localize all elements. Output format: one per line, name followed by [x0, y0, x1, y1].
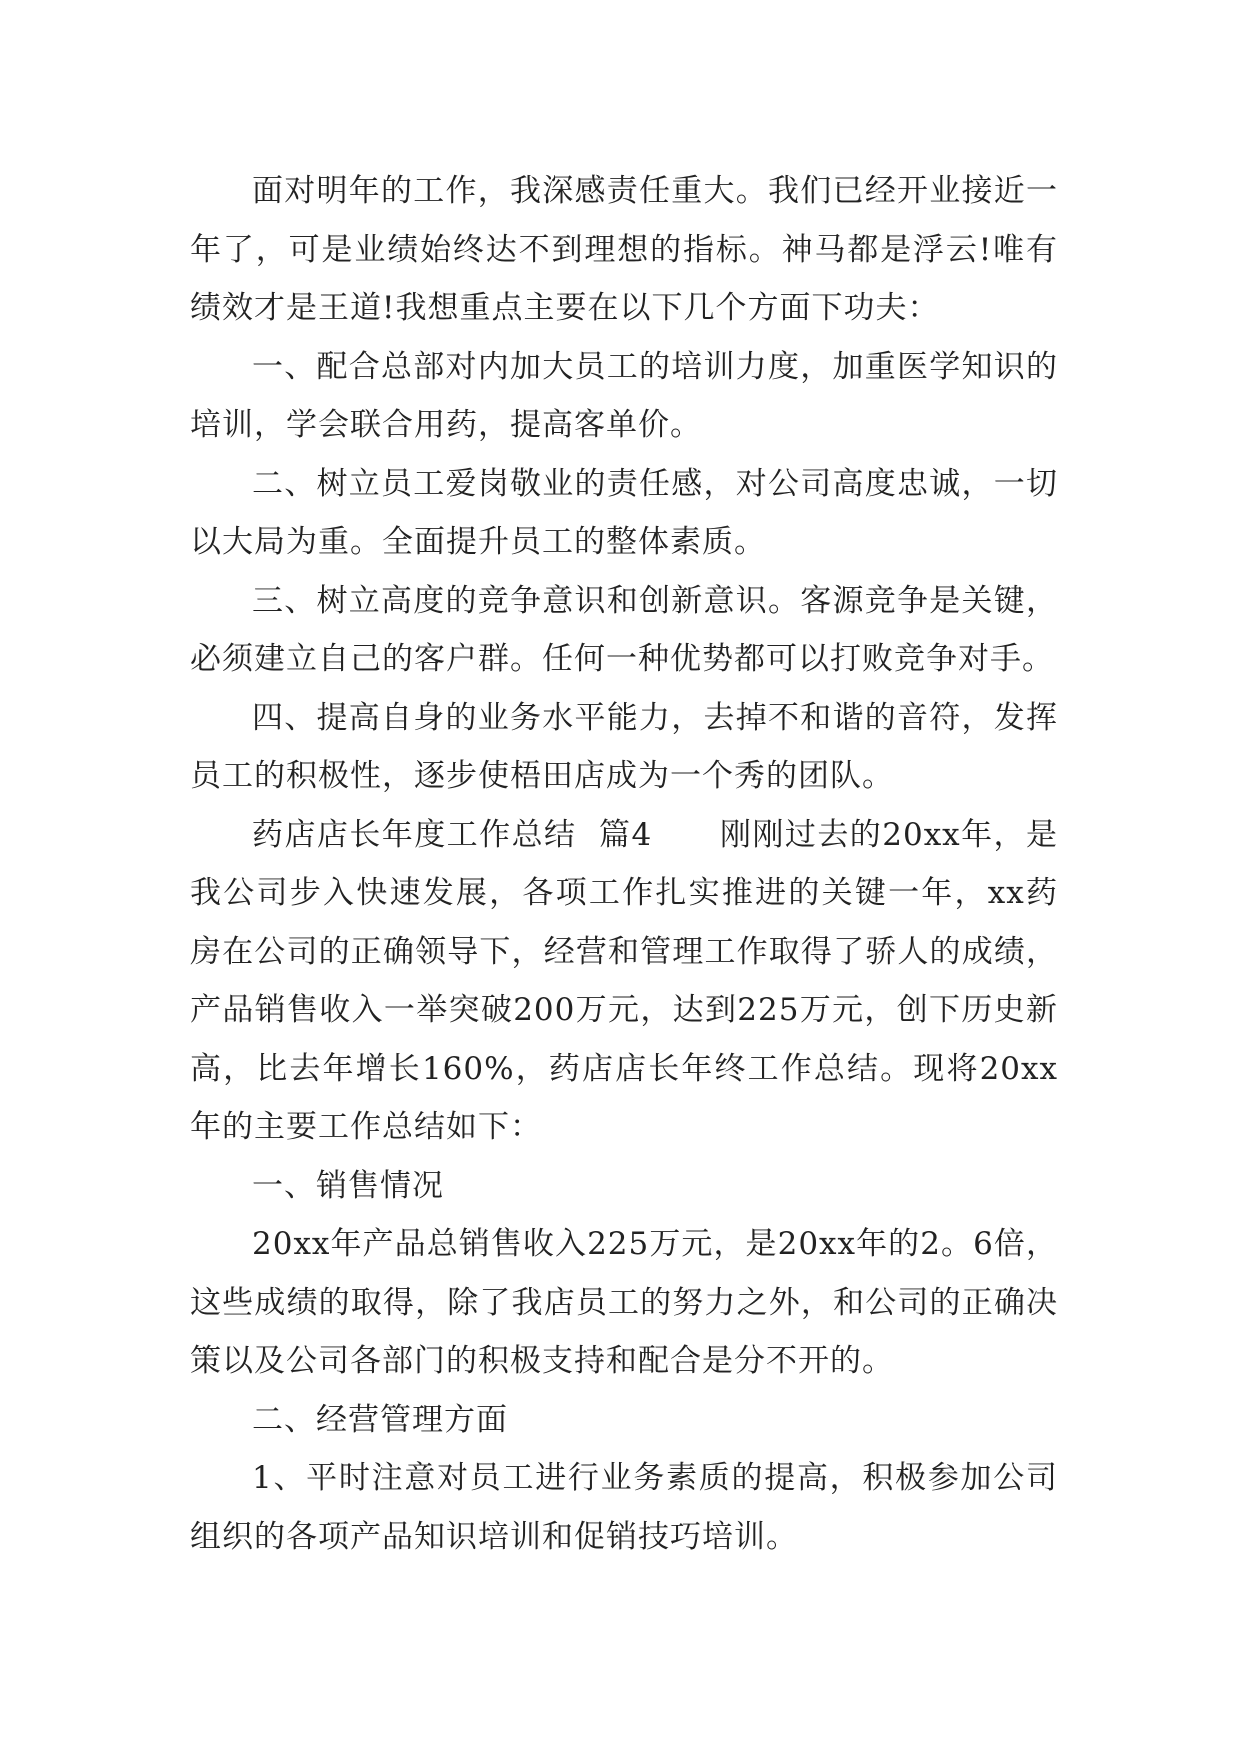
paragraph-management-item-1: 1、平时注意对员工进行业务素质的提高，积极参加公司组织的各项产品知识培训和促销技巧培训。	[190, 1460, 1058, 1555]
section-heading-management: 二、经营管理方面	[252, 1401, 508, 1438]
paragraph-summary-intro: 药店店长年度工作总结 篇4 刚刚过去的20xx年，是我公司步入快速发展，各项工作扎实推进的关键一年，xx药房在公司的正确领导下，经营和管理工作取得了骄人的成绩，产品销售收入一举突破200万元，达到225万元，创下历史新高，比去年增长160%，药店店长年终工作总结。现将20xx年的主要工作总结如下：	[190, 816, 1058, 1145]
paragraph-plan-item-4: 四、提高自身的业务水平能力，去掉不和谐的音符，发挥员工的积极性，逐步使梧田店成为一个秀的团队。	[190, 699, 1058, 794]
paragraph-plan-item-2: 二、树立员工爱岗敬业的责任感，对公司高度忠诚，一切以大局为重。全面提升员工的整体素质。	[190, 465, 1058, 560]
paragraph-work-plan-intro: 面对明年的工作，我深感责任重大。我们已经开业接近一年了，可是业绩始终达不到理想的指标。神马都是浮云!唯有绩效才是王道!我想重点主要在以下几个方面下功夫：	[190, 173, 1058, 326]
section-heading-sales: 一、销售情况	[252, 1167, 444, 1204]
paragraph-plan-item-3: 三、树立高度的竞争意识和创新意识。客源竞争是关键，必须建立自己的客户群。任何一种优势都可以打败竞争对手。	[190, 582, 1058, 677]
document-body	[190, 162, 1058, 1566]
paragraph-plan-item-1: 一、配合总部对内加大员工的培训力度，加重医学知识的培训，学会联合用药，提高客单价。	[190, 348, 1058, 443]
paragraph-sales: 20xx年产品总销售收入225万元，是20xx年的2。6倍，这些成绩的取得，除了我店员工的努力之外，和公司的正确决策以及公司各部门的积极支持和配合是分不开的。	[190, 1226, 1058, 1379]
